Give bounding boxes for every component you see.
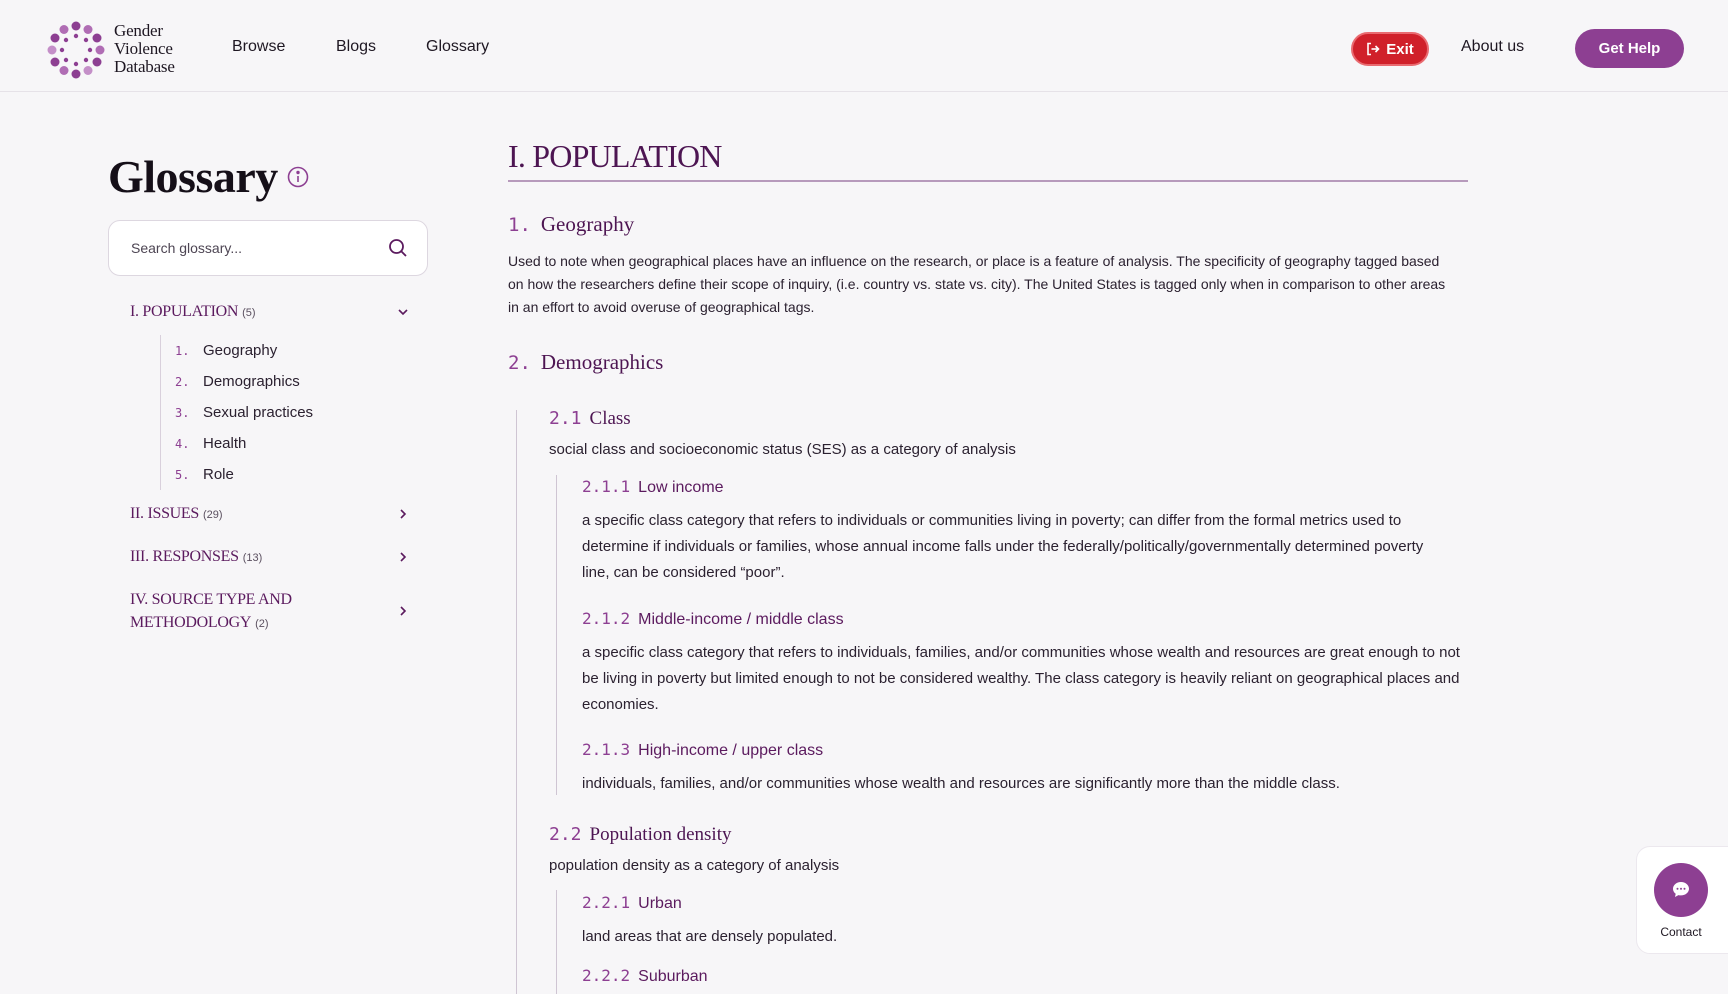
chevron-right-icon[interactable] (396, 550, 410, 564)
sidebar-item-geography[interactable] (161, 335, 400, 366)
logo-wordmark[interactable] (114, 22, 175, 76)
term-heading-demographics (508, 350, 663, 375)
term-number: 2.1 (549, 408, 582, 429)
term-description: a specific class category that refers to individuals or communities living in poverty; can differ from the formal metrics used to determine if individuals or families, whose annual income falls under the federally/politically/governmentally determined poverty line, can be considered “poor”. (582, 512, 1424, 581)
sidebar-item-number: 3. (175, 405, 190, 420)
logo-line: Violence (114, 39, 173, 58)
info-icon[interactable] (287, 166, 309, 188)
divider (508, 180, 1468, 182)
term-heading-suburban (582, 966, 708, 986)
sidebar-item-label: Role (203, 466, 234, 483)
term-description: a specific class category that refers to individuals, families, and/or communities whose wealth and resources are great enough to not be living in poverty but limited enough to not be considered wealthy. The class category is heavily reliant on geographical places and economies. (582, 644, 1460, 713)
term-heading-class (549, 408, 631, 430)
sidebar-item-sexual-practices[interactable] (161, 397, 400, 428)
term-number: 2.2.1 (582, 893, 631, 912)
sidebar-section-responses[interactable] (130, 545, 410, 568)
logo-line: Gender (114, 21, 163, 40)
exit-button[interactable] (1351, 32, 1429, 66)
term-number: 2.1.1 (582, 477, 631, 496)
sidebar-section-population[interactable] (130, 300, 410, 323)
term-description: land areas that are densely populated. (582, 928, 838, 945)
tree-line (556, 475, 557, 795)
term-title: Suburban (638, 968, 708, 985)
logo-icon[interactable] (46, 20, 106, 80)
search-box (108, 220, 428, 276)
term-title: Geography (540, 212, 635, 236)
sidebar-item-demographics[interactable] (161, 366, 400, 397)
term-title: Class (589, 408, 631, 429)
contact-label: Contact (1660, 925, 1702, 939)
sidebar-section-label: I. POPULATION (130, 303, 239, 320)
term-title: Middle-income / middle class (638, 611, 844, 628)
nav-glossary[interactable]: Glossary (426, 38, 490, 55)
term-description: population density as a category of analysis (549, 857, 840, 874)
tree-line (516, 410, 517, 994)
term-title: Demographics (540, 350, 664, 374)
sidebar-subitems (160, 335, 400, 490)
term-heading-urban (582, 893, 682, 913)
top-header (0, 0, 1728, 92)
sidebar-item-number: 2. (175, 374, 190, 389)
term-title: Population density (589, 824, 732, 845)
nav-blogs[interactable]: Blogs (336, 38, 377, 55)
term-description: individuals, families, and/or communities whose wealth and resources are significantly more than the middle class. (582, 775, 1340, 792)
sidebar-section-count: (13) (242, 552, 263, 564)
sidebar-section-source-type[interactable] (130, 588, 410, 634)
contact-button[interactable] (1654, 863, 1708, 917)
section-title: I. POPULATION (508, 138, 722, 174)
sidebar-section-label: III. RESPONSES (130, 548, 239, 565)
term-title: Low income (638, 479, 724, 496)
chat-icon (1670, 879, 1692, 901)
term-number: 2. (508, 352, 531, 374)
chevron-down-icon[interactable] (396, 305, 410, 319)
logo-line: Database (114, 57, 175, 76)
term-heading-high-income (582, 740, 823, 760)
sidebar-item-number: 5. (175, 467, 190, 482)
sidebar-section-label: METHODOLOGY (130, 614, 252, 631)
term-number: 2.1.3 (582, 740, 631, 759)
search-input[interactable] (131, 221, 371, 274)
sidebar-section-count: (5) (242, 307, 256, 319)
exit-label: Exit (1386, 40, 1414, 58)
page-title: Glossary (108, 151, 278, 202)
contact-widget (1636, 846, 1728, 954)
chevron-right-icon[interactable] (396, 507, 410, 521)
term-description: social class and socioeconomic status (SES) as a category of analysis (549, 441, 1016, 458)
about-us-link[interactable]: About us (1461, 38, 1525, 55)
sidebar-item-label: Health (203, 435, 247, 452)
get-help-button[interactable]: Get Help (1575, 29, 1684, 68)
term-heading-geography (508, 212, 634, 237)
sidebar-item-role[interactable] (161, 459, 400, 490)
chevron-right-icon[interactable] (396, 604, 410, 618)
sidebar-item-number: 1. (175, 343, 190, 358)
term-number: 2.2 (549, 824, 582, 845)
term-heading-population-density (549, 824, 732, 846)
sidebar-section-label: II. ISSUES (130, 505, 200, 522)
sidebar-item-label: Geography (203, 342, 278, 359)
term-number: 2.1.2 (582, 609, 631, 628)
sidebar-item-label: Demographics (203, 373, 300, 390)
term-number: 1. (508, 214, 531, 236)
sidebar-section-issues[interactable] (130, 502, 410, 525)
sidebar-section-count: (2) (255, 618, 269, 630)
sidebar-item-number: 4. (175, 436, 190, 451)
search-icon[interactable] (388, 238, 408, 258)
exit-icon (1366, 42, 1380, 56)
term-number: 2.2.2 (582, 966, 631, 985)
term-heading-low-income (582, 477, 724, 497)
term-heading-middle-income (582, 609, 844, 629)
sidebar-section-label: IV. SOURCE TYPE AND (130, 591, 292, 608)
sidebar-item-health[interactable] (161, 428, 400, 459)
sidebar-item-label: Sexual practices (203, 404, 314, 421)
term-title: Urban (638, 895, 682, 912)
term-title: High-income / upper class (638, 742, 824, 759)
term-description: Used to note when geographical places have an influence on the research, or place is a feature of analysis. The specificity of geography tagged based on how the researchers define their scope of inquiry, (i.e. country vs. state vs. city). The United States is tagged only when in comparison to other areas in an effort to avoid overuse of geographical tags. (508, 253, 1446, 315)
sidebar-section-count: (29) (203, 509, 223, 521)
tree-line (556, 890, 557, 994)
nav-browse[interactable]: Browse (232, 38, 286, 55)
